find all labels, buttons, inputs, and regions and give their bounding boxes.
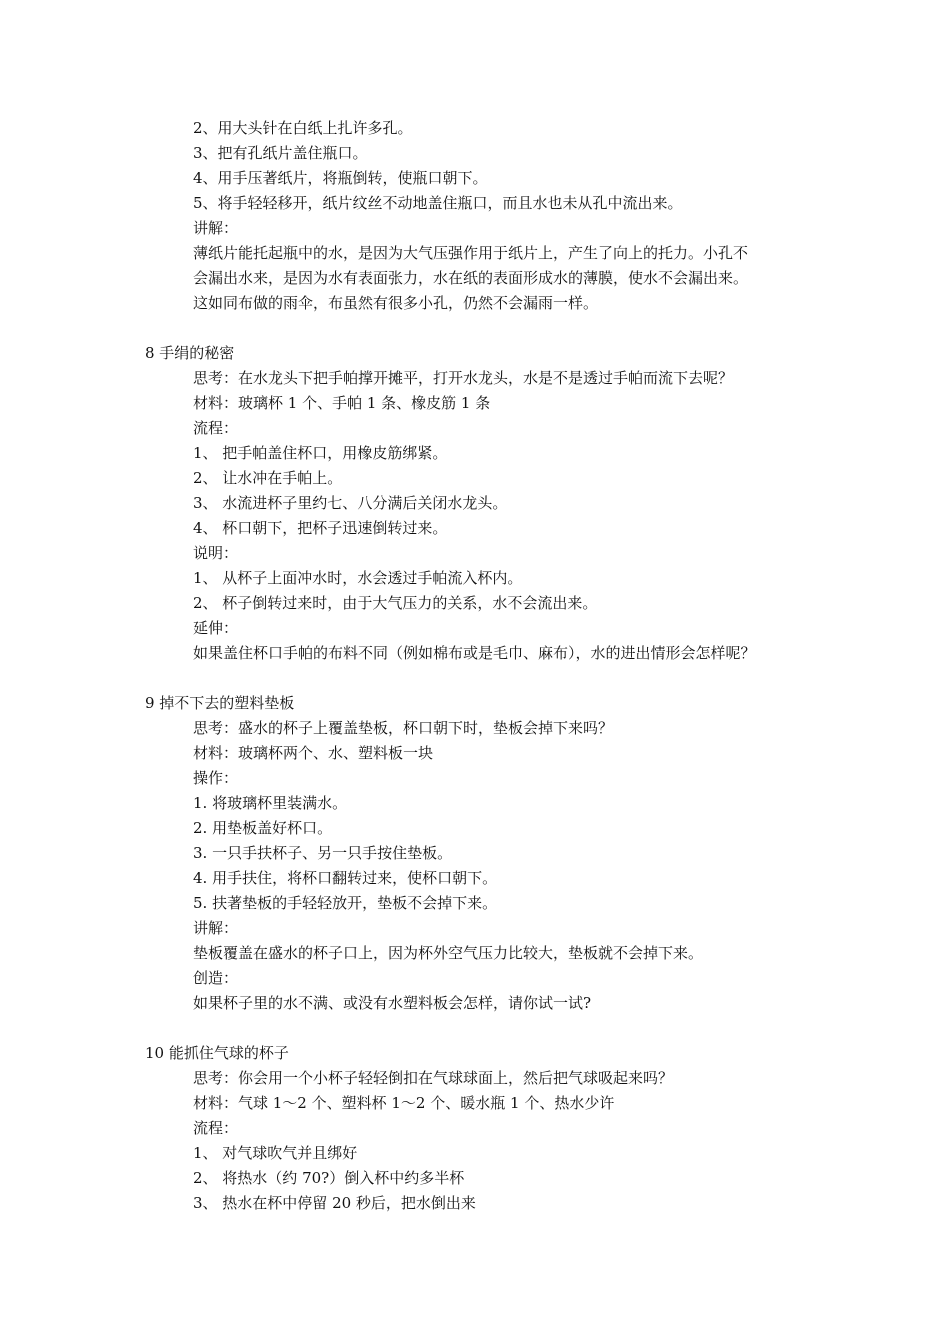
step-line: 2、 杯子倒转过来时，由于大气压力的关系，水不会流出来。 bbox=[193, 594, 598, 612]
section-label: 讲解： bbox=[193, 219, 239, 237]
section-title: 10 能抓住气球的杯子 bbox=[145, 1044, 289, 1062]
paragraph-line: 这如同布做的雨伞，布虽然有很多小孔，仍然不会漏雨一样。 bbox=[193, 294, 599, 312]
step-line: 1、 对气球吹气并且绑好 bbox=[193, 1144, 358, 1162]
section-label: 操作： bbox=[193, 769, 239, 787]
step-line: 5. 扶著垫板的手轻轻放开，垫板不会掉下来。 bbox=[193, 894, 498, 912]
section-label: 流程： bbox=[193, 1119, 239, 1137]
step-line: 3. 一只手扶杯子、另一只手按住垫板。 bbox=[193, 844, 453, 862]
paragraph-line: 如果杯子里的水不满、或没有水塑料板会怎样，请你试一试? bbox=[193, 994, 592, 1012]
step-line: 2、 将热水（约 70?）倒入杯中约多半杯 bbox=[193, 1169, 465, 1187]
section-label: 延伸： bbox=[193, 619, 239, 637]
step-line: 4、 杯口朝下，把杯子迅速倒转过来。 bbox=[193, 519, 448, 537]
section-label: 讲解： bbox=[193, 919, 239, 937]
step-line: 1、 把手帕盖住杯口，用橡皮筋绑紧。 bbox=[193, 444, 448, 462]
step-line: 2、 让水冲在手帕上。 bbox=[193, 469, 343, 487]
section-label: 流程： bbox=[193, 419, 239, 437]
step-line: 1. 将玻璃杯里装满水。 bbox=[193, 794, 348, 812]
paragraph-line: 会漏出水来，是因为水有表面张力，水在纸的表面形成水的薄膜，使水不会漏出来。 bbox=[193, 269, 749, 287]
section-title: 9 掉不下去的塑料垫板 bbox=[145, 694, 295, 712]
paragraph-line: 材料：气球 1～2 个、塑料杯 1～2 个、暖水瓶 1 个、热水少许 bbox=[193, 1094, 615, 1112]
paragraph-line: 思考：在水龙头下把手帕撑开摊平，打开水龙头，水是不是透过手帕而流下去呢？ bbox=[193, 369, 734, 387]
section-label: 说明： bbox=[193, 544, 239, 562]
paragraph-line: 材料：玻璃杯两个、水、塑料板一块 bbox=[193, 744, 434, 762]
step-line: 1、 从杯子上面冲水时，水会透过手帕流入杯内。 bbox=[193, 569, 523, 587]
step-line: 3、 热水在杯中停留 20 秒后，把水倒出来 bbox=[193, 1194, 476, 1212]
section-title: 8 手绢的秘密 bbox=[145, 344, 235, 362]
step-line: 3、 水流进杯子里约七、八分满后关闭水龙头。 bbox=[193, 494, 508, 512]
paragraph-line: 薄纸片能托起瓶中的水，是因为大气压强作用于纸片上，产生了向上的托力。小孔不 bbox=[193, 244, 749, 262]
step-line: 3、把有孔纸片盖住瓶口。 bbox=[193, 144, 368, 162]
step-line: 2. 用垫板盖好杯口。 bbox=[193, 819, 333, 837]
step-line: 4、用手压著纸片，将瓶倒转，使瓶口朝下。 bbox=[193, 169, 488, 187]
step-line: 5、将手轻轻移开，纸片纹丝不动地盖住瓶口，而且水也未从孔中流出来。 bbox=[193, 194, 683, 212]
paragraph-line: 思考：盛水的杯子上覆盖垫板，杯口朝下时，垫板会掉下来吗？ bbox=[193, 719, 614, 737]
section-label: 创造： bbox=[193, 969, 239, 987]
paragraph-line: 垫板覆盖在盛水的杯子口上，因为杯外空气压力比较大，垫板就不会掉下来。 bbox=[193, 944, 704, 962]
paragraph-line: 材料：玻璃杯 1 个、手帕 1 条、橡皮筋 1 条 bbox=[193, 394, 491, 412]
step-line: 4. 用手扶住，将杯口翻转过来，使杯口朝下。 bbox=[193, 869, 498, 887]
paragraph-line: 如果盖住杯口手帕的布料不同（例如棉布或是毛巾、麻布），水的进出情形会怎样呢？ bbox=[193, 644, 756, 662]
paragraph-line: 思考：你会用一个小杯子轻轻倒扣在气球球面上，然后把气球吸起来吗？ bbox=[193, 1069, 674, 1087]
step-line: 2、用大头针在白纸上扎许多孔。 bbox=[193, 119, 413, 137]
